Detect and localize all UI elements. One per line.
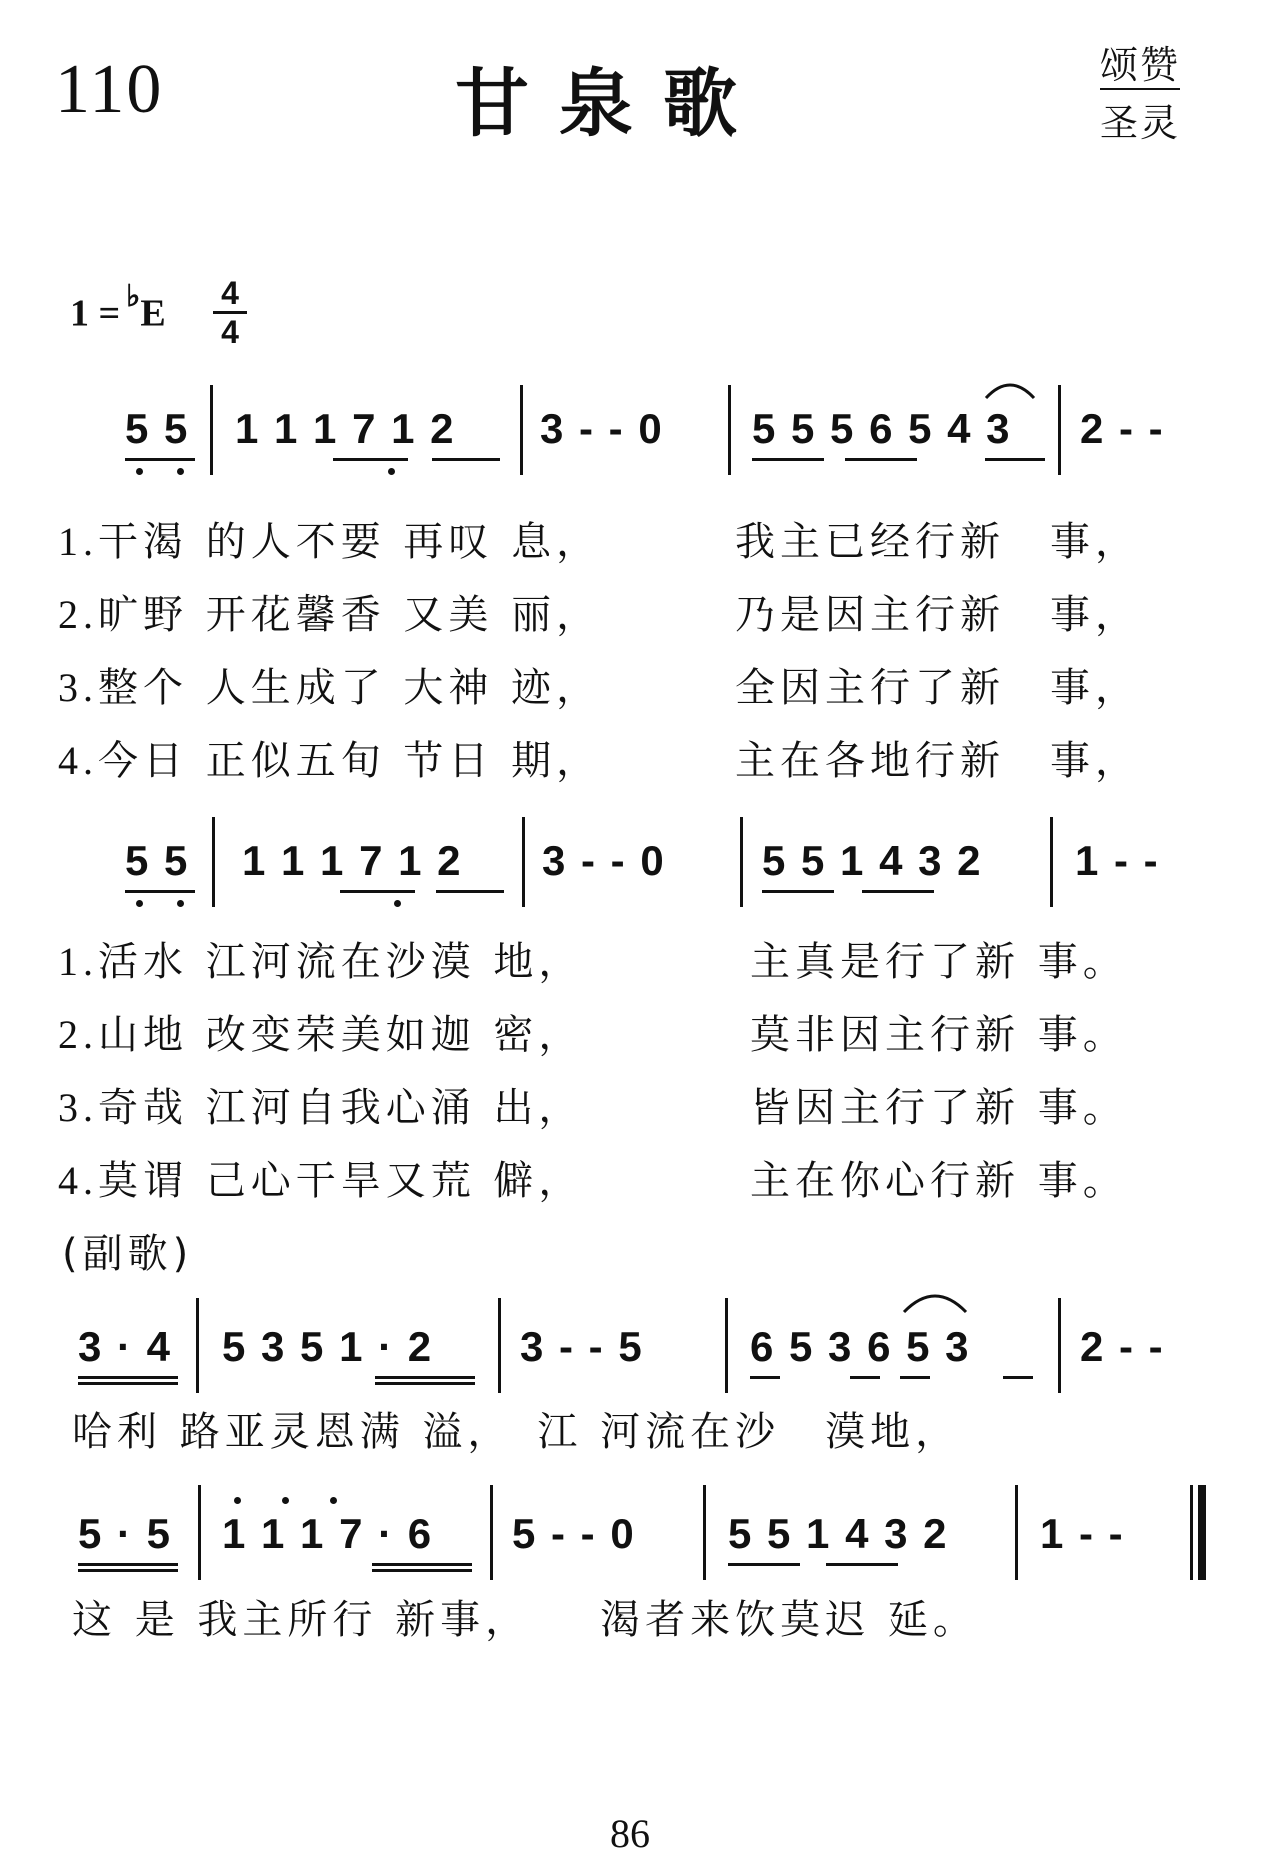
measure: 6 5 3 6 5 3: [750, 1323, 971, 1370]
barline: [196, 1298, 199, 1393]
verse-line-end: 全因主行了新 事，: [735, 665, 1140, 711]
high-octave-dot: [234, 1497, 241, 1504]
beam: [125, 458, 195, 461]
key-signature: [70, 280, 166, 336]
page-number: 86: [610, 1811, 650, 1856]
time-sig-top: 4: [213, 275, 247, 314]
hymn-number: 110: [55, 51, 164, 128]
beam: [752, 458, 824, 461]
high-octave-dot: [282, 1497, 289, 1504]
verse-number: 3.: [58, 665, 98, 710]
verse-line: [58, 510, 601, 567]
slur: [982, 378, 1038, 400]
barline: [522, 817, 525, 907]
chorus-lyric-line: 这 是 我主所行 新事， 渴者来饮莫迟 延。: [72, 1597, 978, 1643]
measure: 5 5 1 4 3 2: [728, 1510, 949, 1557]
measure: 5 3 5 1 · 2: [222, 1323, 434, 1370]
verse-number: 4.: [58, 738, 98, 783]
beam: [728, 1563, 800, 1566]
verse-text: 整个 人生成了 大神 迹，: [98, 665, 602, 711]
barline: [1050, 817, 1053, 907]
beam: [125, 890, 195, 893]
beam: [762, 890, 834, 893]
notation-line-2: [0, 832, 1280, 892]
low-octave-dot: [388, 468, 395, 475]
beam: [78, 1376, 178, 1379]
low-octave-dot: [394, 900, 401, 907]
subcategory-label: 圣灵: [1100, 101, 1181, 145]
barline: [198, 1485, 201, 1580]
measure: 5 5 5 6 5 4 3: [752, 405, 1012, 452]
beam: [862, 890, 934, 893]
verse-line-end: 莫非因主行新 事。: [750, 1012, 1128, 1058]
verse-text: 莫谓 己心干旱又荒 僻，: [98, 1158, 584, 1204]
chorus-lyric-line: 哈利 路亚灵恩满 溢， 江 河流在沙 漠地，: [72, 1409, 961, 1455]
flat-sign: ♭: [126, 280, 141, 313]
barline: [490, 1485, 493, 1580]
verse-text: 干渴 的人不要 再叹 息，: [98, 519, 602, 565]
beam: [432, 458, 500, 461]
verse-line-end: 主在各地行新 事，: [735, 738, 1140, 784]
beam: [340, 890, 415, 893]
measure: 1 - -: [1075, 837, 1160, 884]
beam: [375, 1376, 475, 1379]
barline: [728, 385, 731, 475]
measure: 5 - - 0: [512, 1510, 636, 1557]
measure: 1 1 1 7 1 2: [235, 405, 456, 452]
barline: [210, 385, 213, 475]
verse-line: [58, 729, 601, 786]
measure: 1 1 1 7 1 2: [242, 837, 463, 884]
beam: [372, 1563, 472, 1566]
verse-number: 3.: [58, 1085, 98, 1130]
measure: 3 · 4: [78, 1323, 173, 1370]
verse-line-end: 主真是行了新 事。: [750, 939, 1128, 985]
beam: [333, 458, 408, 461]
measure: 1 1 1 7 · 6: [222, 1510, 434, 1557]
verse-text: 奇哉 江河自我心涌 出，: [98, 1085, 584, 1131]
verse-number: 4.: [58, 1158, 98, 1203]
beam: [985, 458, 1045, 461]
measure: 5 5: [125, 405, 190, 452]
time-sig-bottom: 4: [221, 314, 239, 350]
low-octave-dot: [177, 468, 184, 475]
measure: 1 - -: [1040, 1510, 1125, 1557]
barline: [498, 1298, 501, 1393]
verse-number: 1.: [58, 939, 98, 984]
measure: 3 - - 0: [540, 405, 664, 452]
final-barline-thin: [1190, 1485, 1193, 1580]
verse-number: 1.: [58, 519, 98, 564]
verse-line: [58, 583, 601, 640]
final-barline-thick: [1198, 1485, 1206, 1580]
beam: [78, 1563, 178, 1566]
beam: [372, 1569, 472, 1572]
notation-line-3: [0, 1318, 1280, 1378]
low-octave-dot: [136, 468, 143, 475]
beam: [375, 1382, 475, 1385]
beam: [750, 1376, 780, 1379]
beam: [436, 890, 504, 893]
beam: [78, 1382, 178, 1385]
chorus-label: (副歌): [62, 1231, 194, 1277]
barline: [703, 1485, 706, 1580]
barline: [1058, 1298, 1061, 1393]
verse-line: [58, 930, 583, 987]
slur: [900, 1288, 970, 1314]
notation-line-4: [0, 1505, 1280, 1565]
measure: 5 5 1 4 3 2: [762, 837, 983, 884]
beam: [826, 1563, 898, 1566]
verse-text: 活水 江河流在沙漠 地，: [98, 939, 584, 985]
measure: 2 - -: [1080, 405, 1165, 452]
beam: [1003, 1376, 1033, 1379]
barline: [212, 817, 215, 907]
verse-line-end: 皆因主行了新 事。: [750, 1085, 1128, 1131]
category-label: 颂赞: [1100, 42, 1180, 90]
measure: 3 - - 0: [542, 837, 666, 884]
time-signature: [213, 275, 247, 350]
verse-text: 山地 改变荣美如迦 密，: [98, 1012, 584, 1058]
barline: [740, 817, 743, 907]
beam: [78, 1569, 178, 1572]
beam: [900, 1376, 930, 1379]
verse-number: 2.: [58, 592, 98, 637]
key-prefix: 1 =: [70, 292, 121, 335]
hymn-title: 甘泉歌: [455, 61, 767, 147]
measure: 5 · 5: [78, 1510, 173, 1557]
verse-line: [58, 1076, 583, 1133]
verse-line: [58, 656, 601, 713]
barline: [1058, 385, 1061, 475]
low-octave-dot: [136, 900, 143, 907]
measure: 5 5: [125, 837, 190, 884]
verse-text: 今日 正似五旬 节日 期，: [98, 738, 602, 784]
low-octave-dot: [177, 900, 184, 907]
high-octave-dot: [330, 1497, 337, 1504]
verse-line-end: 主在你心行新 事。: [750, 1158, 1128, 1204]
measure: 2 - -: [1080, 1323, 1165, 1370]
beam: [850, 1376, 880, 1379]
notation-line-1: [0, 400, 1280, 460]
beam: [845, 458, 917, 461]
barline: [520, 385, 523, 475]
verse-line: [58, 1003, 583, 1060]
verse-line-end: 乃是因主行新 事，: [735, 592, 1140, 638]
barline: [1015, 1485, 1018, 1580]
measure: 3 - - 5: [520, 1323, 644, 1370]
verse-line: [58, 1149, 583, 1206]
verse-number: 2.: [58, 1012, 98, 1057]
verse-text: 旷野 开花馨香 又美 丽，: [98, 592, 602, 638]
key-letter: E: [140, 292, 166, 335]
barline: [725, 1298, 728, 1393]
verse-line-end: 我主已经行新 事，: [735, 519, 1140, 565]
